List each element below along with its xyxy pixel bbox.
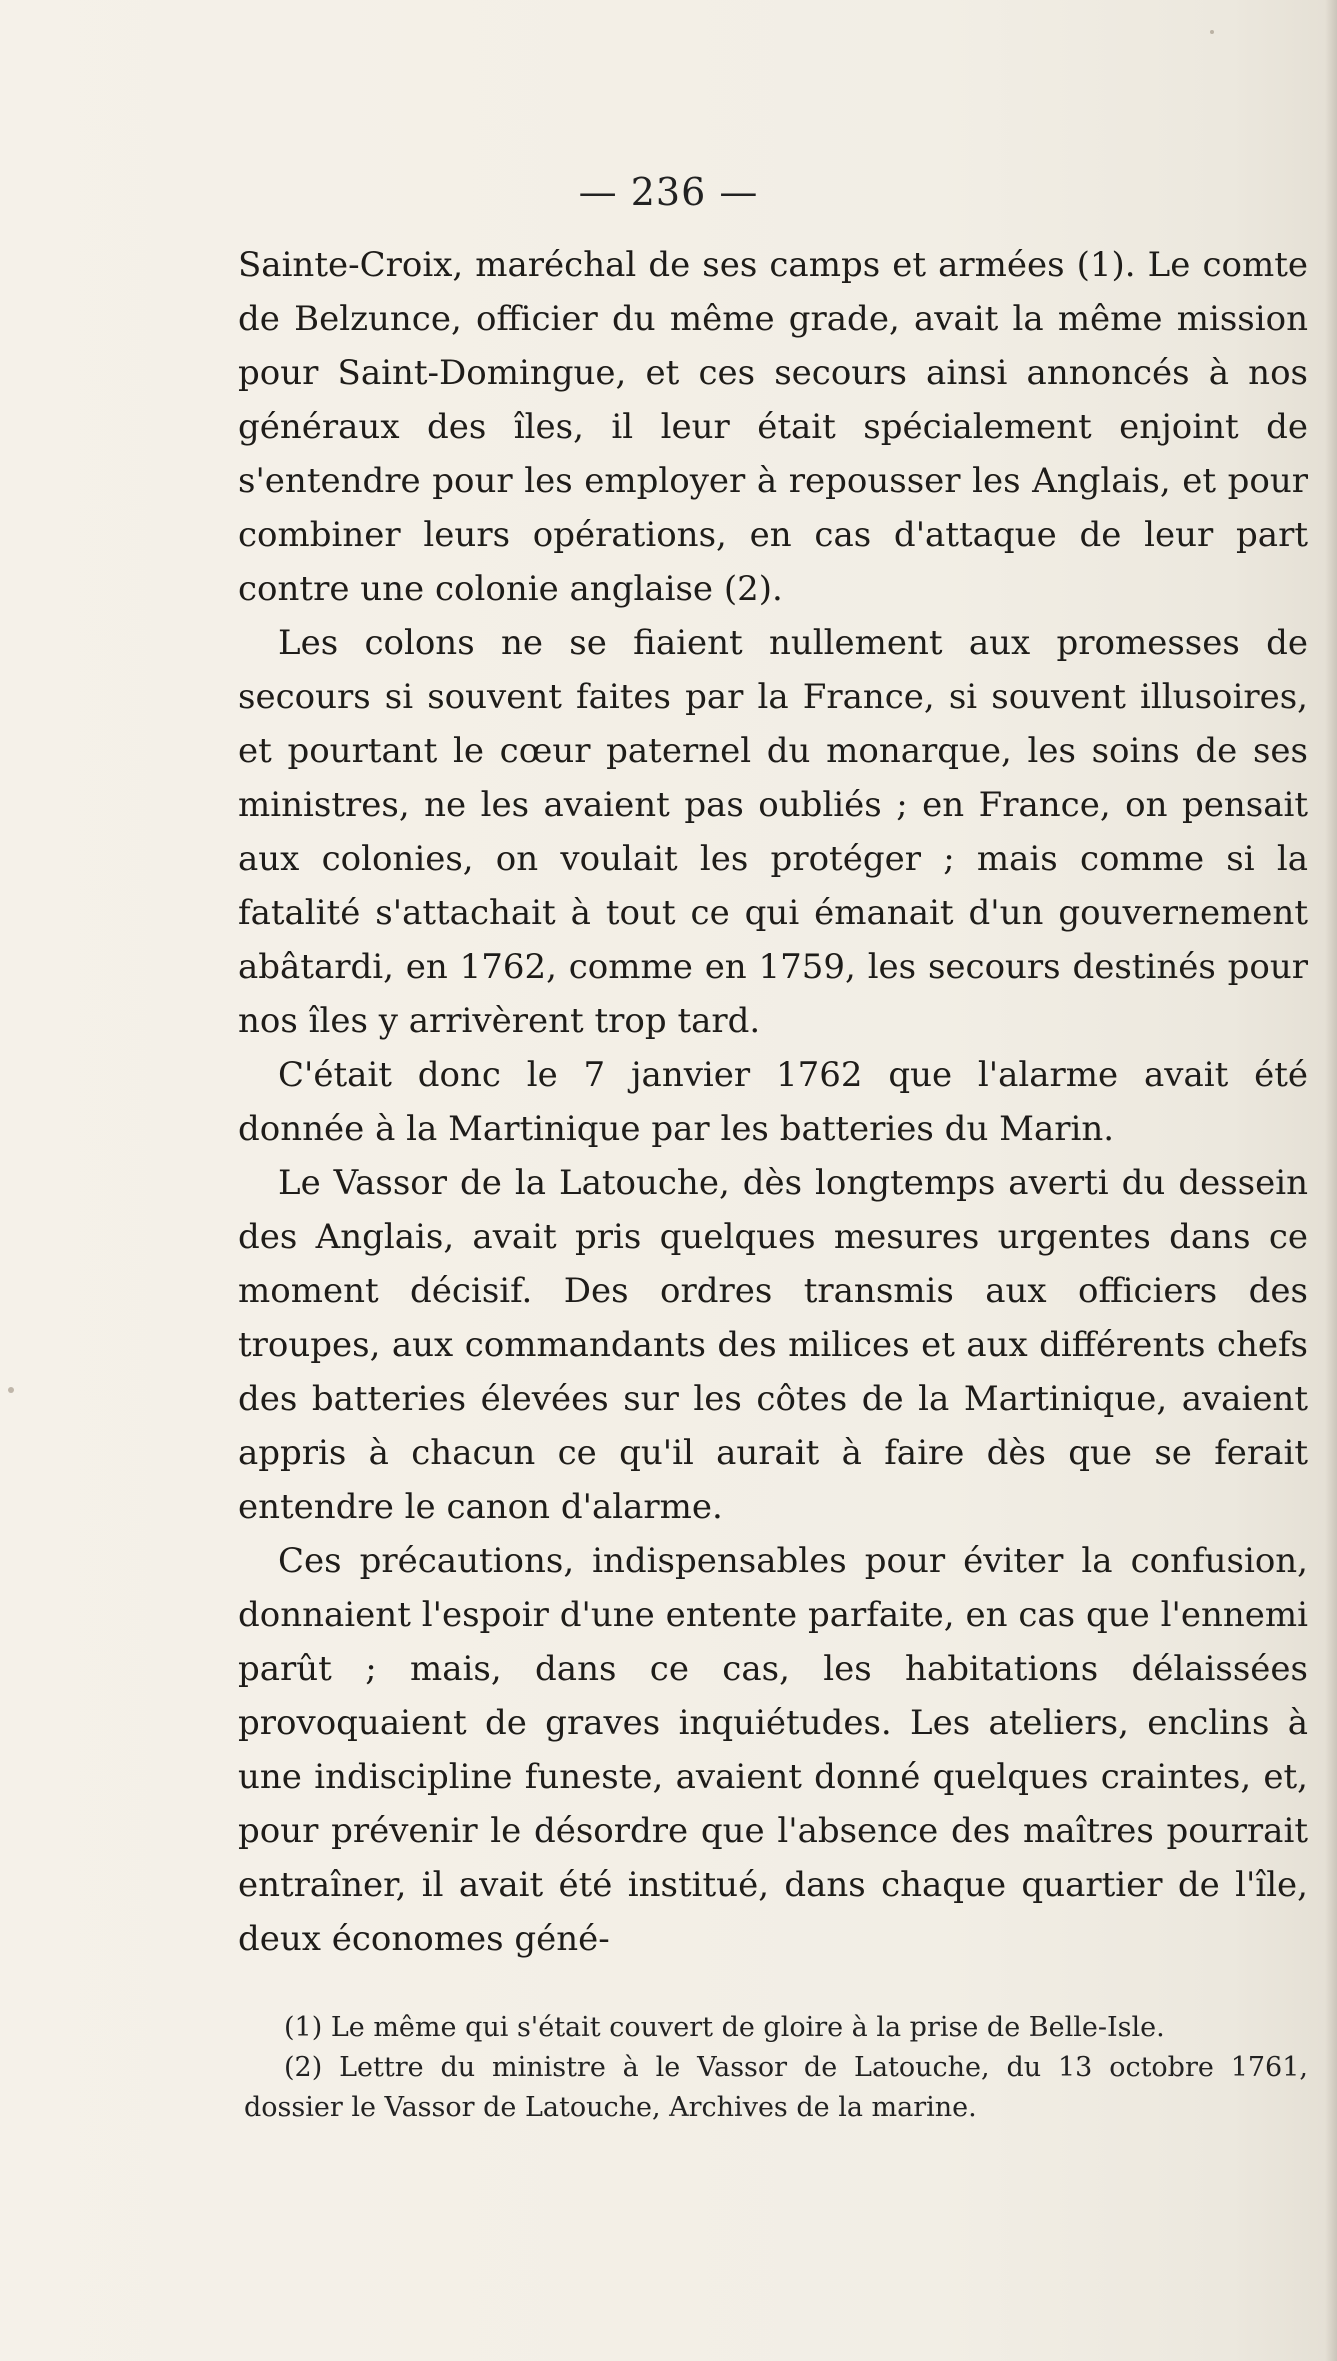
paragraph: Les colons ne se fiaient nullement aux promesses de secours si souvent faites par la France, si souvent illusoires, et pourtant le cœur paternel du monarque, les soins de ses ministres, ne les avaient pas oubliés ; en France, on pensait aux colonies, on voulait les protéger ; mais comme si la fatalité s'attachait à tout ce qui émanait d'un gouvernement abâtardi, en 1762, comme en 1759, les secours destinés pour nos îles y arrivèrent trop tard. [238, 623, 1308, 1041]
paragraph: Sainte-Croix, maréchal de ses camps et armées (1). Le comte de Belzunce, officier du même grade, avait la même mission pour Saint-Domingue, et ces secours ainsi annoncés à nos généraux des îles, il leur était spécialement enjoint de s'entendre pour les employer à repousser les Anglais, et pour combiner leurs opérations, en cas d'attaque de leur part contre une colonie anglaise (2). [238, 245, 1308, 609]
footnote: (1) Le même qui s'était couvert de gloire à la prise de Belle-Isle. [284, 2012, 1165, 2043]
paper-speck [1210, 30, 1214, 34]
body-text [238, 238, 1308, 1966]
paragraph: Le Vassor de la Latouche, dès longtemps averti du dessein des Anglais, avait pris quelques mesures urgentes dans ce moment décisif. Des ordres transmis aux officiers des troupes, aux commandants des milices et aux différents chefs des batteries élevées sur les côtes de la Martinique, avaient appris à chacun ce qu'il aurait à faire dès que se ferait entendre le canon d'alarme. [238, 1163, 1308, 1527]
page-edge-shadow [1325, 0, 1337, 2361]
paragraph: Ces précautions, indispensables pour éviter la confusion, donnaient l'espoir d'une entente parfaite, en cas que l'ennemi parût ; mais, dans ce cas, les habitations délaissées provoquaient de graves inquiétudes. Les ateliers, enclins à une indiscipline funeste, avaient donné quelques craintes, et, pour prévenir le désordre que l'absence des maîtres pourrait entraîner, il avait été institué, dans chaque quartier de l'île, deux économes géné- [238, 1541, 1308, 1959]
page-number: — 236 — [578, 170, 759, 214]
paragraph: C'était donc le 7 janvier 1762 que l'alarme avait été donnée à la Martinique par les batteries du Marin. [238, 1055, 1308, 1149]
paper-speck [8, 1387, 14, 1393]
footnotes [244, 2008, 1308, 2128]
footnote: (2) Lettre du ministre à le Vassor de Latouche, du 13 octobre 1761, dossier le Vassor de Latouche, Archives de la marine. [244, 2052, 1308, 2123]
